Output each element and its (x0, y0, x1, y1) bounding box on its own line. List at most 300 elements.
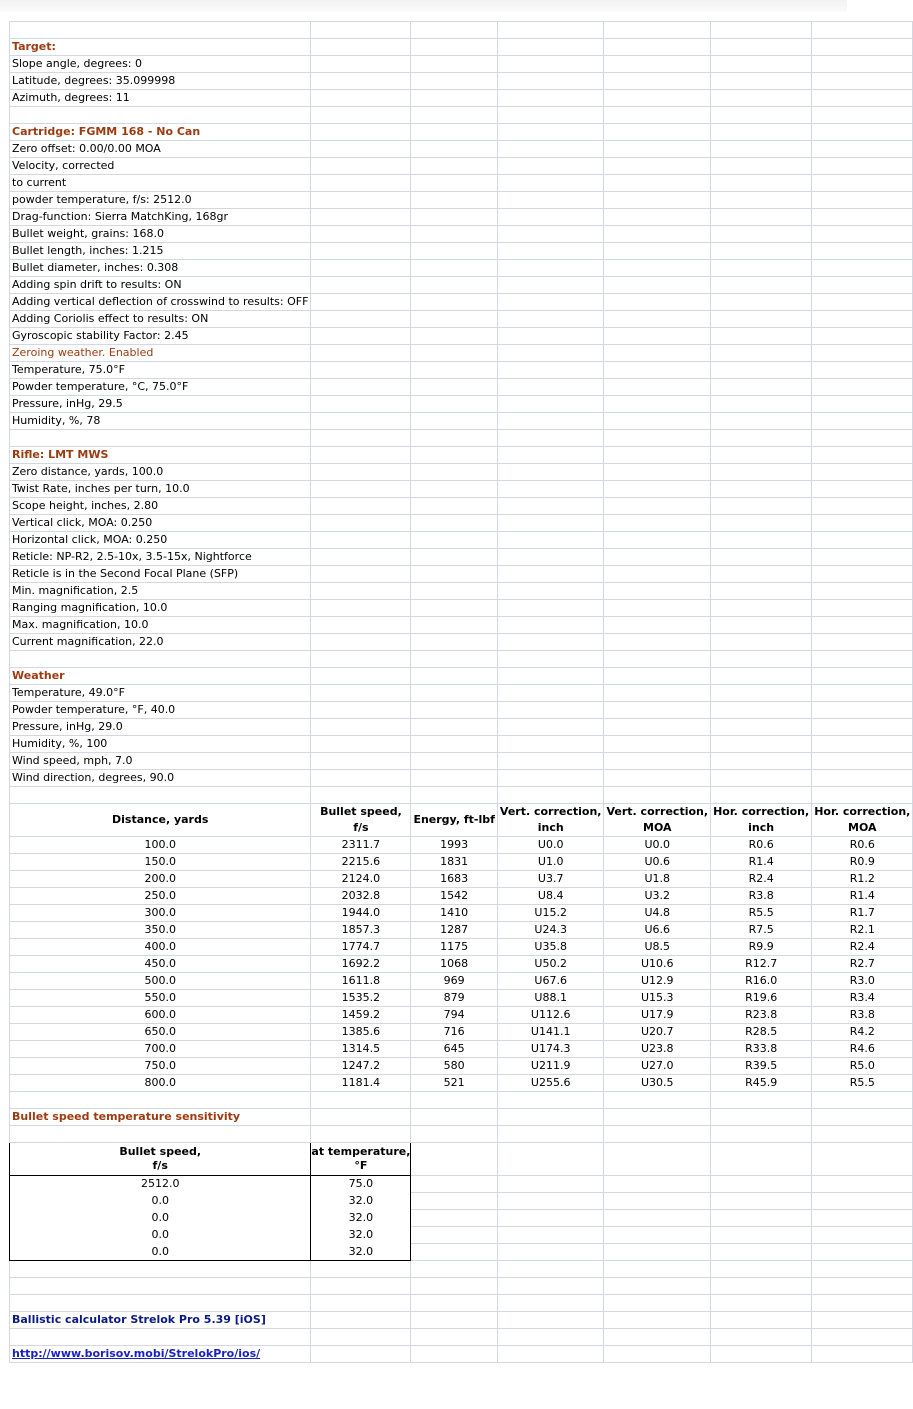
ballistic-cell: 1993 (411, 837, 497, 854)
blank-cell (812, 362, 913, 379)
blank-cell (711, 549, 812, 566)
blank-cell (10, 787, 311, 804)
blank-cell (812, 447, 913, 464)
blank-cell (497, 311, 604, 328)
blank-cell (812, 226, 913, 243)
blank-cell (311, 1346, 411, 1363)
blank-cell (604, 192, 711, 209)
cartridge-line: Adding vertical deflection of crosswind to results: OFF (10, 294, 311, 311)
rifle-line: Reticle is in the Second Focal Plane (SFP) (10, 566, 311, 583)
blank-cell (411, 430, 497, 447)
blank-cell (497, 1278, 604, 1295)
blank-cell (497, 294, 604, 311)
blank-cell (812, 753, 913, 770)
rifle-line: Twist Rate, inches per turn, 10.0 (10, 481, 311, 498)
blank-cell (497, 498, 604, 515)
ballistic-cell: 580 (411, 1058, 497, 1075)
blank-cell (711, 787, 812, 804)
ballistic-cell: U141.1 (497, 1024, 604, 1041)
blank-cell (711, 481, 812, 498)
blank-cell (311, 22, 411, 39)
ballistic-cell: R0.6 (812, 837, 913, 854)
blank-cell (411, 22, 497, 39)
ballistic-column-header (411, 804, 497, 837)
ballistic-row (10, 1075, 913, 1092)
column-header-line: Bullet speed, (119, 1145, 202, 1158)
blank-cell (497, 634, 604, 651)
ballistic-row (10, 990, 913, 1007)
blank-cell (812, 158, 913, 175)
blank-cell (311, 532, 411, 549)
cartridge-line (10, 243, 913, 260)
blank-cell (311, 787, 411, 804)
blank-cell (711, 770, 812, 787)
ballistic-cell: 1410 (411, 905, 497, 922)
blank-cell (812, 1109, 913, 1126)
blank-cell (812, 396, 913, 413)
blank-cell (711, 1295, 812, 1312)
blank-cell (812, 311, 913, 328)
cartridge-line (10, 192, 913, 209)
ballistic-cell: R45.9 (711, 1075, 812, 1092)
blank-cell (604, 651, 711, 668)
blank-cell (497, 549, 604, 566)
column-header-line: Hor. correction, (814, 805, 911, 818)
blank-cell (711, 515, 812, 532)
blank-cell (812, 549, 913, 566)
ballistic-column-header (497, 804, 604, 837)
blank-row (10, 107, 913, 124)
ballistic-cell: U50.2 (497, 956, 604, 973)
blank-cell (497, 770, 604, 787)
blank-row (10, 430, 913, 447)
blank-cell (497, 702, 604, 719)
blank-cell (812, 1244, 913, 1261)
target-line (10, 90, 913, 107)
blank-cell (411, 600, 497, 617)
blank-cell (497, 430, 604, 447)
ballistic-column-header (812, 804, 913, 837)
blank-cell (311, 736, 411, 753)
cartridge-line (10, 294, 913, 311)
blank-cell (812, 141, 913, 158)
blank-cell (604, 158, 711, 175)
ballistic-cell: U0.0 (604, 837, 711, 854)
column-header-unit: f/s (152, 1159, 168, 1172)
blank-cell (411, 379, 497, 396)
blank-cell (311, 1312, 411, 1329)
blank-cell (711, 719, 812, 736)
blank-cell (604, 702, 711, 719)
blank-cell (411, 1346, 497, 1363)
ballistic-cell: 1611.8 (311, 973, 411, 990)
blank-cell (604, 685, 711, 702)
sensitivity-heading (10, 1109, 913, 1126)
cartridge-line: Bullet length, inches: 1.215 (10, 243, 311, 260)
blank-cell (711, 685, 812, 702)
ballistic-cell: U1.8 (604, 871, 711, 888)
cartridge-line (10, 260, 913, 277)
ballistic-cell: R4.2 (812, 1024, 913, 1041)
blank-cell (411, 260, 497, 277)
top-bar (0, 0, 847, 12)
blank-cell (812, 413, 913, 430)
blank-cell (812, 1092, 913, 1109)
sensitivity-cell: 0.0 (10, 1210, 311, 1227)
blank-cell (497, 600, 604, 617)
blank-cell (711, 260, 812, 277)
blank-cell (711, 1278, 812, 1295)
cartridge-line: Bullet weight, grains: 168.0 (10, 226, 311, 243)
blank-cell (604, 209, 711, 226)
ballistic-row (10, 871, 913, 888)
ballistic-cell: U255.6 (497, 1075, 604, 1092)
blank-cell (411, 1312, 497, 1329)
blank-cell (311, 566, 411, 583)
blank-cell (411, 787, 497, 804)
blank-cell (497, 1210, 604, 1227)
ballistic-cell: 1287 (411, 922, 497, 939)
blank-cell (604, 668, 711, 685)
blank-cell (812, 515, 913, 532)
blank-cell (497, 260, 604, 277)
sensitivity-cell: 2512.0 (10, 1176, 311, 1193)
cartridge-line: powder temperature, f/s: 2512.0 (10, 192, 311, 209)
blank-cell (497, 90, 604, 107)
blank-cell (311, 702, 411, 719)
blank-cell (311, 464, 411, 481)
rifle-line (10, 634, 913, 651)
ballistic-cell: U12.9 (604, 973, 711, 990)
ballistic-cell: R23.8 (711, 1007, 812, 1024)
rifle-line: Horizontal click, MOA: 0.250 (10, 532, 311, 549)
blank-cell (311, 1126, 411, 1143)
blank-cell (497, 515, 604, 532)
blank-cell (10, 1092, 311, 1109)
blank-cell (604, 124, 711, 141)
ballistic-cell: U35.8 (497, 939, 604, 956)
blank-cell (812, 1227, 913, 1244)
ballistic-cell: 1542 (411, 888, 497, 905)
blank-cell (604, 277, 711, 294)
column-header-line: Vert. correction, (499, 805, 602, 818)
blank-cell (711, 634, 812, 651)
sensitivity-row (10, 1244, 913, 1261)
blank-cell (311, 124, 411, 141)
blank-cell (497, 1261, 604, 1278)
cartridge-line (10, 311, 913, 328)
blank-cell (497, 447, 604, 464)
target-line: Slope angle, degrees: 0 (10, 56, 311, 73)
blank-cell (812, 1278, 913, 1295)
blank-cell (497, 379, 604, 396)
ballistic-row (10, 973, 913, 990)
blank-row (10, 651, 913, 668)
blank-cell (711, 175, 812, 192)
blank-cell (497, 124, 604, 141)
ballistic-cell: R16.0 (711, 973, 812, 990)
column-header-line: Bullet speed, (320, 805, 402, 818)
ballistic-cell: 1831 (411, 854, 497, 871)
blank-cell (311, 260, 411, 277)
ballistic-cell: 750.0 (10, 1058, 311, 1075)
ballistic-cell: 2124.0 (311, 871, 411, 888)
ballistic-cell: R39.5 (711, 1058, 812, 1075)
blank-cell (711, 141, 812, 158)
blank-cell (411, 362, 497, 379)
blank-cell (311, 515, 411, 532)
blank-cell (812, 294, 913, 311)
blank-row (10, 1295, 913, 1312)
blank-cell (812, 1126, 913, 1143)
ballistic-cell: U10.6 (604, 956, 711, 973)
blank-cell (497, 328, 604, 345)
ballistic-cell: R5.0 (812, 1058, 913, 1075)
blank-cell (311, 1329, 411, 1346)
blank-cell (411, 1227, 497, 1244)
blank-cell (604, 175, 711, 192)
ballistic-cell: U88.1 (497, 990, 604, 1007)
blank-cell (311, 753, 411, 770)
blank-cell (604, 447, 711, 464)
weather-line (10, 702, 913, 719)
blank-cell (604, 1295, 711, 1312)
blank-cell (812, 260, 913, 277)
weather-line (10, 719, 913, 736)
blank-cell (711, 1210, 812, 1227)
column-header-unit: inch (537, 821, 564, 834)
blank-cell (497, 413, 604, 430)
blank-cell (411, 124, 497, 141)
blank-cell (497, 73, 604, 90)
rifle-line (10, 498, 913, 515)
blank-cell (604, 532, 711, 549)
blank-cell (711, 39, 812, 56)
blank-cell (711, 736, 812, 753)
blank-cell (604, 396, 711, 413)
sensitivity-column-header (10, 1143, 311, 1176)
ballistic-cell: R3.8 (711, 888, 812, 905)
ballistic-cell: 1683 (411, 871, 497, 888)
sensitivity-heading: Bullet speed temperature sensitivity (10, 1109, 311, 1126)
ballistic-column-header (311, 804, 411, 837)
column-header-line: at temperature, (311, 1145, 411, 1158)
blank-cell (311, 192, 411, 209)
blank-cell (411, 566, 497, 583)
ballistic-cell: 800.0 (10, 1075, 311, 1092)
ballistic-cell: U15.3 (604, 990, 711, 1007)
blank-cell (711, 1126, 812, 1143)
weather-line (10, 685, 913, 702)
rifle-line (10, 600, 913, 617)
blank-cell (711, 209, 812, 226)
column-header-unit: MOA (848, 821, 877, 834)
blank-cell (711, 56, 812, 73)
blank-cell (411, 1244, 497, 1261)
blank-cell (497, 56, 604, 73)
blank-cell (497, 192, 604, 209)
blank-cell (311, 328, 411, 345)
sensitivity-table-header (10, 1143, 913, 1176)
blank-cell (411, 158, 497, 175)
rifle-line (10, 566, 913, 583)
blank-cell (604, 73, 711, 90)
ballistic-cell: R1.7 (812, 905, 913, 922)
blank-cell (311, 430, 411, 447)
blank-cell (711, 1312, 812, 1329)
blank-cell (411, 634, 497, 651)
ballistic-cell: 2215.6 (311, 854, 411, 871)
blank-cell (711, 617, 812, 634)
blank-cell (711, 651, 812, 668)
blank-row (10, 1092, 913, 1109)
ballistic-cell: U4.8 (604, 905, 711, 922)
cartridge-line: Bullet diameter, inches: 0.308 (10, 260, 311, 277)
ballistic-row (10, 1024, 913, 1041)
blank-cell (10, 1295, 311, 1312)
ballistic-cell: R12.7 (711, 956, 812, 973)
blank-cell (311, 56, 411, 73)
ballistic-cell: 1857.3 (311, 922, 411, 939)
ballistic-row (10, 1041, 913, 1058)
ballistic-cell: 645 (411, 1041, 497, 1058)
strelok-link[interactable] (10, 1346, 311, 1363)
blank-cell (411, 685, 497, 702)
sensitivity-cell: 32.0 (311, 1227, 411, 1244)
blank-cell (311, 277, 411, 294)
blank-cell (311, 651, 411, 668)
blank-cell (812, 1176, 913, 1193)
blank-cell (497, 464, 604, 481)
ballistic-cell: R3.0 (812, 973, 913, 990)
blank-cell (497, 277, 604, 294)
blank-cell (812, 617, 913, 634)
blank-cell (812, 1210, 913, 1227)
blank-cell (604, 362, 711, 379)
blank-row (10, 1278, 913, 1295)
ballistic-row (10, 888, 913, 905)
ballistic-cell: R2.4 (711, 871, 812, 888)
blank-cell (497, 141, 604, 158)
sensitivity-cell: 0.0 (10, 1193, 311, 1210)
blank-cell (497, 1295, 604, 1312)
target-heading: Target: (10, 39, 311, 56)
blank-cell (812, 56, 913, 73)
ballistic-cell: R3.8 (812, 1007, 913, 1024)
strelok-link-text[interactable]: http://www.borisov.mobi/StrelokPro/ios/ (12, 1347, 261, 1360)
blank-row (10, 1261, 913, 1278)
ballistic-row (10, 1007, 913, 1024)
ballistic-cell: U20.7 (604, 1024, 711, 1041)
column-header-line: Vert. correction, (606, 805, 709, 818)
blank-cell (311, 1261, 411, 1278)
blank-cell (711, 396, 812, 413)
cartridge-line (10, 175, 913, 192)
blank-cell (812, 685, 913, 702)
blank-cell (411, 651, 497, 668)
ballistic-row (10, 905, 913, 922)
blank-cell (604, 736, 711, 753)
zeroing-weather-line: Pressure, inHg, 29.5 (10, 396, 311, 413)
blank-cell (812, 481, 913, 498)
ballistic-cell: 100.0 (10, 837, 311, 854)
blank-cell (604, 226, 711, 243)
blank-cell (812, 345, 913, 362)
ballistic-cell: U1.0 (497, 854, 604, 871)
blank-cell (411, 39, 497, 56)
ballistic-table-header (10, 804, 913, 837)
ballistic-cell: R0.6 (711, 837, 812, 854)
sensitivity-row (10, 1210, 913, 1227)
blank-cell (711, 226, 812, 243)
rifle-heading: Rifle: LMT MWS (10, 447, 311, 464)
blank-cell (604, 1261, 711, 1278)
blank-cell (812, 600, 913, 617)
blank-cell (812, 90, 913, 107)
ballistic-cell: R3.4 (812, 990, 913, 1007)
blank-cell (497, 39, 604, 56)
blank-cell (311, 1092, 411, 1109)
blank-cell (604, 787, 711, 804)
blank-cell (10, 1278, 311, 1295)
blank-cell (311, 583, 411, 600)
blank-cell (812, 651, 913, 668)
blank-cell (711, 1092, 812, 1109)
target-line: Latitude, degrees: 35.099998 (10, 73, 311, 90)
zeroing-weather-line: Temperature, 75.0°F (10, 362, 311, 379)
blank-cell (10, 430, 311, 447)
rifle-line (10, 464, 913, 481)
blank-cell (604, 1227, 711, 1244)
blank-cell (812, 277, 913, 294)
blank-cell (812, 124, 913, 141)
zeroing-weather-line: Powder temperature, °C, 75.0°F (10, 379, 311, 396)
blank-cell (812, 1346, 913, 1363)
ballistic-row (10, 1058, 913, 1075)
ballistic-cell: 200.0 (10, 871, 311, 888)
sensitivity-column-header (311, 1143, 411, 1176)
cartridge-line (10, 328, 913, 345)
ballistic-cell: 1459.2 (311, 1007, 411, 1024)
blank-cell (604, 311, 711, 328)
blank-cell (411, 311, 497, 328)
blank-cell (497, 1176, 604, 1193)
weather-line: Pressure, inHg, 29.0 (10, 719, 311, 736)
ballistic-cell: U67.6 (497, 973, 604, 990)
blank-cell (411, 294, 497, 311)
blank-cell (604, 583, 711, 600)
weather-line: Humidity, %, 100 (10, 736, 311, 753)
blank-cell (604, 498, 711, 515)
blank-cell (711, 702, 812, 719)
blank-cell (711, 464, 812, 481)
ballistic-cell: R1.4 (711, 854, 812, 871)
weather-line (10, 770, 913, 787)
blank-cell (411, 1261, 497, 1278)
blank-cell (497, 617, 604, 634)
blank-cell (311, 600, 411, 617)
blank-cell (812, 702, 913, 719)
blank-cell (812, 379, 913, 396)
blank-cell (711, 90, 812, 107)
zeroing-weather-line (10, 396, 913, 413)
blank-cell (311, 634, 411, 651)
sensitivity-cell: 75.0 (311, 1176, 411, 1193)
blank-cell (311, 294, 411, 311)
blank-cell (711, 532, 812, 549)
zeroing-weather-label: Zeroing weather. Enabled (10, 345, 311, 362)
blank-cell (711, 1244, 812, 1261)
